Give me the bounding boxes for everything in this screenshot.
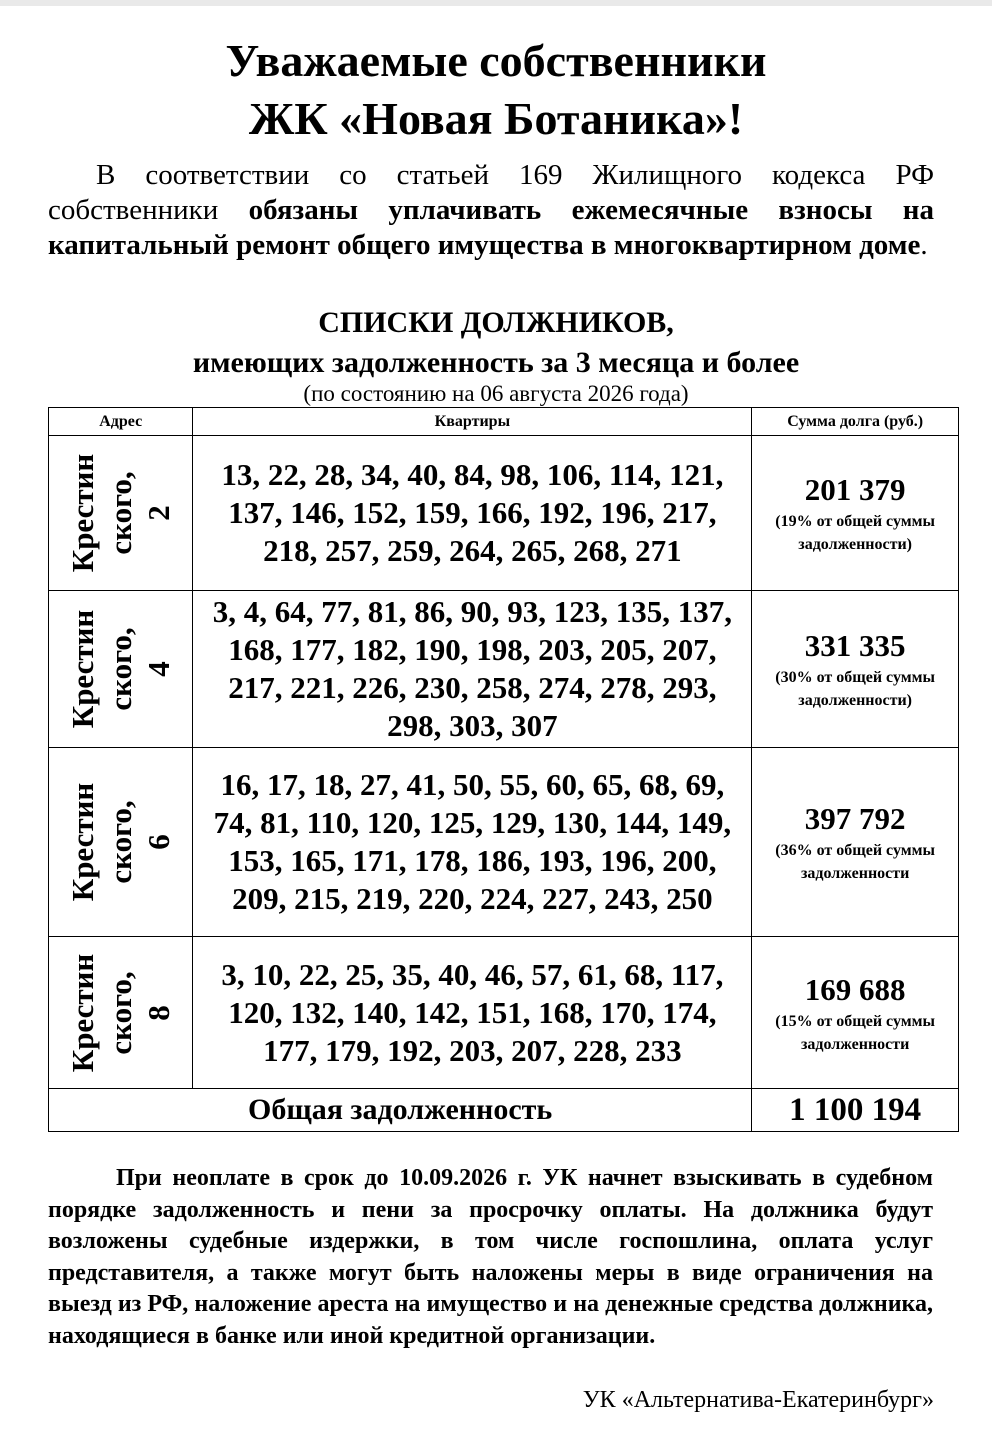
debt-share: (19% от общей суммы задолженности): [775, 513, 936, 553]
table-row: [49, 591, 959, 748]
debtors-table: [48, 407, 959, 1132]
intro-text-bold: обязаны уплачивать ежемесячные взносы на капитальный ремонт общего имущества в многоквартирном доме: [48, 194, 935, 261]
amount-cell: [752, 591, 959, 748]
intro-text-2: .: [920, 229, 928, 261]
table-row: [49, 436, 959, 591]
amount-cell: [752, 748, 959, 937]
debt-share: (36% от общей суммы задолженности: [775, 842, 936, 882]
debtors-list-heading: СПИСКИ ДОЛЖНИКОВ,: [318, 306, 674, 339]
apartments-cell: 13, 22, 28, 34, 40, 84, 98, 106, 114, 121, 137, 146, 152, 159, 166, 192, 196, 217, 218, 257, 259, 264, 265, 268, 271: [193, 436, 752, 591]
table-row: [49, 748, 959, 937]
as-of-date: (по состоянию на 06 августа 2026 года): [303, 381, 689, 406]
intro-text-1: В соответствии со статьей 169 Жилищного кодекса РФ собственники: [48, 159, 934, 226]
debt-amount: 169 688: [804, 971, 906, 1007]
table-header-row: [49, 408, 959, 436]
address-text: Крестин ского, 2: [64, 453, 176, 573]
top-edge: [0, 0, 992, 6]
debt-share: (15% от общей суммы задолженности: [775, 1012, 936, 1053]
title-line-2: ЖК «Новая Ботаника»!: [248, 93, 744, 144]
address-cell: [49, 748, 193, 937]
address-cell: [49, 436, 193, 591]
apartments-cell: 16, 17, 18, 27, 41, 50, 55, 60, 65, 68, 69, 74, 81, 110, 120, 125, 129, 130, 144, 149, 153, 165, 171, 178, 186, 193, 196, 200, 209, 215, 219, 220, 224, 227, 243, 250: [193, 748, 752, 937]
debt-amount: 397 792: [804, 801, 906, 836]
amount-cell: [752, 937, 959, 1089]
table-row: [49, 937, 959, 1089]
address-text: Крестин ского, 4: [64, 609, 176, 729]
signature: УК «Альтернатива-Екатеринбург»: [582, 1387, 934, 1413]
debt-share: (30% от общей суммы задолженности): [775, 669, 936, 709]
address-cell: [49, 591, 193, 748]
header-amount: Сумма долга (руб.): [752, 408, 959, 436]
header-apartments: Квартиры: [193, 408, 752, 436]
apartments-cell: 3, 10, 22, 25, 35, 40, 46, 57, 61, 68, 117, 120, 132, 140, 142, 151, 168, 170, 174, 177, 179, 192, 203, 207, 228, 233: [193, 937, 752, 1089]
address-text: Крестин ского, 6: [64, 782, 176, 902]
address-cell: [49, 937, 193, 1089]
warning-paragraph: При неоплате в срок до 10.09.2026 г. УК начнет взыскивать в судебном порядке задолженность и пени за просрочку оплаты. На должника будут возложены судебные издержки, в том числе госпошлина, оплата услуг представителя, а также могут быть наложены меры в виде ограничения на выезд из РФ, наложение ареста на имущество и на денежные средства должника, находящиеся в банке или иной кредитной организации.: [48, 1165, 933, 1349]
total-amount: 1 100 194: [752, 1089, 959, 1132]
amount-cell: [752, 436, 959, 591]
debt-amount: 201 379: [804, 472, 906, 507]
total-label: Общая задолженность: [49, 1089, 752, 1132]
debt-amount: 331 335: [804, 628, 906, 663]
title-line-1: Уважаемые собственники: [225, 35, 767, 86]
apartments-cell: 3, 4, 64, 77, 81, 86, 90, 93, 123, 135, 137, 168, 177, 182, 190, 198, 203, 205, 207, 217, 221, 226, 230, 258, 274, 278, 293, 298, 303, 307: [193, 591, 752, 748]
intro-paragraph: [48, 158, 934, 263]
address-text: Крестин ского, 8: [64, 953, 176, 1072]
header-address: Адрес: [49, 408, 193, 436]
debtors-list-subheading: имеющих задолженность за 3 месяца и более: [192, 346, 800, 379]
total-row: [49, 1089, 959, 1132]
